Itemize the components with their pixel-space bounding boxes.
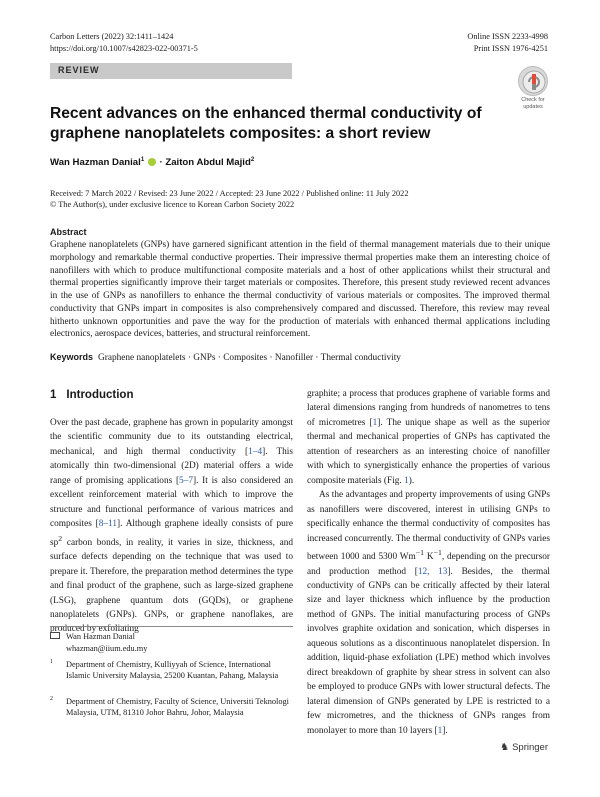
publication-history <box>50 188 408 210</box>
body-text: , depending on the precursor and production method [ <box>307 552 550 577</box>
affiliation-marker: 1 <box>140 157 145 163</box>
affiliation-text: Department of Chemistry, Kulliyyah of Science, International Islamic University Malaysia, 25200 Kuantan, Pahang, Malaysia <box>66 660 279 680</box>
journal-citation: Carbon Letters (2022) 32:1411–1424 <box>50 32 174 41</box>
check-for-updates-label[interactable]: Check for updates <box>521 97 545 110</box>
body-text: carbon bonds, in reality, it varies in size, thickness, and surface defects depending on the technique that was used to prepare it. Therefore, the preparation method determines the type and final product of the graphene, such as large-sized graphene (LSG), graphene quantum dots (GQDs), or graphene nanoplatelets (GNPs). GNPs, or graphene nanoflakes, are produced by exfoliating <box>50 537 293 635</box>
affiliation-number: 1 <box>50 659 53 665</box>
article-title: Recent advances on the enhanced thermal conductivity of graphene nanoplatelets composites: a short review <box>50 105 482 142</box>
check-for-updates-icon[interactable] <box>518 66 548 96</box>
superscript: −1 <box>415 547 425 557</box>
body-text: graphite; a process that produces graphene of variable forms and lateral dimensions ranging from hundreds of nanometres to tens of micrometres [ <box>307 389 550 428</box>
body-text: ]. Although graphene ideally consists of pure sp <box>50 519 293 548</box>
body-text: ]. Besides, the thermal conductivity of GNPs can be critically affected by their lateral size and layer thickness which influence by the production method of GNPs. The initial manufacturing process of GNPs involves graphite oxidation and sonication, which disperses in aqueous solutions as a discontinuous nanoplatelet dispersion. In addition, liquid-phase exfoliation (LPE) method which involves direct breakdown of graphite by shear stress in solvent can also be employed to produce GNPs with lower structural defects. The lateral dimension of GNPs generated by LPE is restricted to a few micrometres, and the thickness of GNPs ranges from monolayer to more than 10 layers [ <box>307 566 550 736</box>
body-text: ). <box>408 475 415 486</box>
publisher-name: Springer <box>512 742 548 753</box>
citation-link[interactable]: 1–4 <box>248 446 263 457</box>
affiliation-item <box>50 659 293 681</box>
section-title: Introduction <box>66 389 134 401</box>
body-text: ]. The unique shape as well as the superior thermal and mechanical properties of GNPs has captivated the attention of researchers as an interesting choice of nanofiller with which to synergistically enhance the properties of various composite materials (Fig. <box>307 417 550 486</box>
body-text: K <box>424 552 434 563</box>
author-email[interactable]: whazman@iium.edu.my <box>66 643 148 653</box>
orcid-icon[interactable] <box>148 158 156 166</box>
intro-paragraph <box>307 488 550 738</box>
affiliation-item <box>50 696 293 718</box>
right-column <box>307 387 550 736</box>
keywords-label: Keywords <box>50 352 94 362</box>
journal-header-left <box>50 31 198 55</box>
section-heading <box>50 389 133 401</box>
author-separator: · <box>156 157 166 169</box>
citation-link[interactable]: 8–11 <box>98 519 117 530</box>
footnote-divider <box>50 626 293 627</box>
abstract-heading: Abstract <box>50 227 87 237</box>
keywords-line <box>50 352 550 363</box>
springer-horse-icon: ♞ <box>500 742 510 753</box>
abstract-text: Graphene nanoplatelets (GNPs) have garnered significant attention in the field of thermal management materials due to their unique morphology and remarkable thermal conductive properties. Their impressive thermal properties make them an interesting choice of nanofillers with which to produce multifunctional composite materials and a host of other applications whilst their structural and thermal properties significantly improve their target materials or composites. Therefore, this present study reviewed recent advances in the use of GNPs as nanofillers to enhance the thermal conductivity of various materials or composites. The improved thermal conductivity that GNPs impart in composites is also comprehensively compared and discussed. Therefore, this review may reveal hitherto unknown opportunities and pave the way for the production of materials with enhanced thermal applications including electronics, aerospace devices, batteries, and structural reinforcement. <box>50 240 550 340</box>
figure-link[interactable]: 1 <box>404 475 409 486</box>
correspondence-block <box>50 631 147 654</box>
citation-link[interactable]: 1 <box>437 725 443 736</box>
left-column <box>50 416 293 635</box>
citation-link[interactable]: 12, 13 <box>417 566 448 577</box>
article-type-bar <box>50 63 292 79</box>
affiliation-text: Department of Chemistry, Faculty of Science, Universiti Teknologi Malaysia, UTM, 81310 Johor Bahru, Johor, Malaysia <box>66 697 289 717</box>
journal-header-right <box>467 31 548 55</box>
affiliation-marker: 2 <box>250 157 255 163</box>
envelope-icon <box>50 632 60 639</box>
online-issn: Online ISSN 2233-4998 <box>467 32 548 41</box>
body-text: ]. This atomically thin two-dimensional (2D) material offers a wide range of promising applications [ <box>50 446 293 486</box>
section-number: 1 <box>50 389 57 401</box>
citation-link[interactable]: 1 <box>372 417 378 428</box>
print-issn: Print ISSN 1976-4251 <box>473 44 548 53</box>
publisher-logo <box>500 742 548 753</box>
body-text: As the advantages and property improvements of using GNPs as nanofillers were discovered, interest in utilising GNPs to specifically enhance the thermal conductivity of composites has increased concurrently. The thermal conductivity of GNPs varies between 1000 and 5300 Wm <box>307 490 550 563</box>
copyright-line: © The Author(s), under exclusive licence to Korean Carbon Society 2022 <box>50 200 295 209</box>
keywords-text: Graphene nanoplatelets · GNPs · Composites · Nanofiller · Thermal conductivity <box>98 353 401 363</box>
author-list <box>50 157 254 168</box>
date-history: Received: 7 March 2022 / Revised: 23 June 2022 / Accepted: 23 June 2022 / Published online: 11 July 2022 <box>50 189 409 198</box>
body-text: ]. <box>442 725 448 736</box>
doi-link[interactable]: https://doi.org/10.1007/s42823-022-00371-5 <box>50 44 198 53</box>
corresponding-author: Wan Hazman Danial <box>66 632 135 641</box>
author-name[interactable]: Zaiton Abdul Majid <box>165 157 251 169</box>
intro-paragraph <box>50 416 293 637</box>
superscript: 2 <box>58 533 63 543</box>
superscript: −1 <box>433 547 442 557</box>
citation-link[interactable]: 5–7 <box>179 475 193 486</box>
intro-paragraph <box>307 387 550 488</box>
body-text: Over the past decade, graphene has grown in popularity amongst the scientific community due to its outstanding electrical, mechanical, and high thermal conductivity [ <box>50 418 293 457</box>
affiliation-number: 2 <box>50 696 53 702</box>
author-name[interactable]: Wan Hazman Danial <box>50 157 141 169</box>
body-text: ]. It is also considered an excellent reinforcement material with which to improve the structure and functional performance of various matrices and composites [ <box>50 475 293 530</box>
article-type-label: REVIEW <box>58 65 100 75</box>
